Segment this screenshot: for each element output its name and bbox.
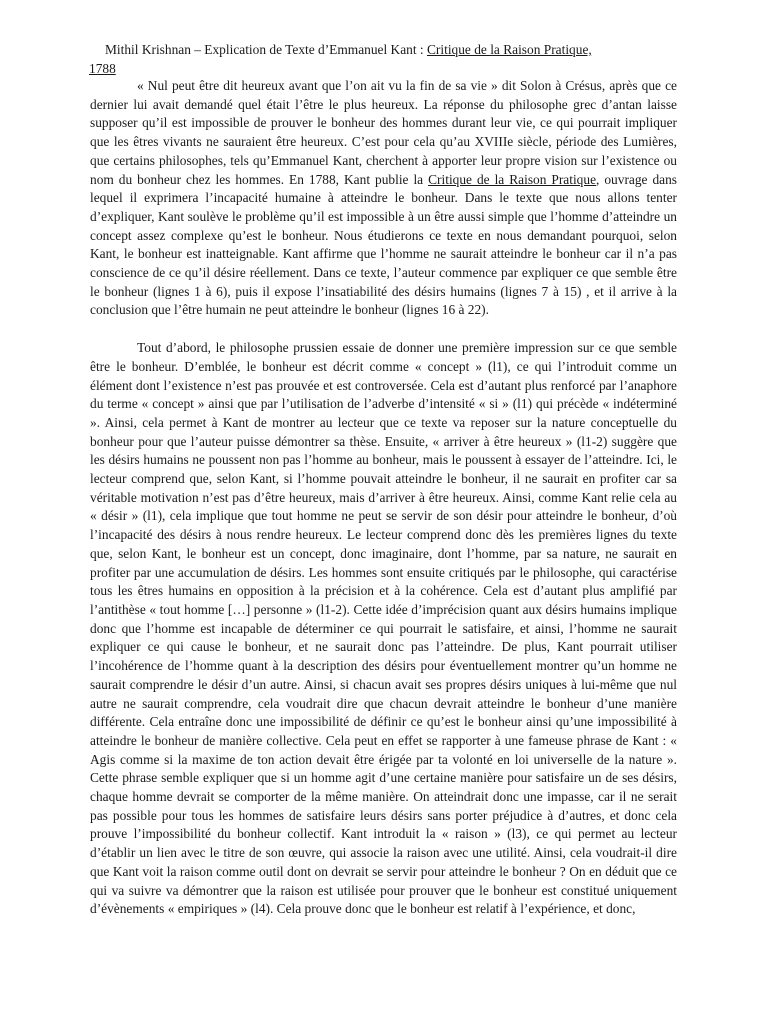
introduction-paragraph xyxy=(90,77,677,320)
header-work-title: Critique de la Raison Pratique, xyxy=(426,42,592,57)
intro-text-part1: « Nul peut être dit heureux avant que l’on ait vu la fin de sa vie » dit Solon à Crésus, après que ce dernier lui avait demandé quel était l’être le plus heureux. La réponse du philosophe grec d’antan laisse supposer qu’il est impossible de prouver le bonheur des hommes durant leur vie, ce qui pourrait impliquer que les êtres vivants ne sauraient être heureux. C’est pour cela qu’au XVIIIe siècle, période des Lumières, que certains philosophes, tels qu’Emmanuel Kant, cherchent à apporter leur propre vision sur l’existence ou nom du bonheur chez les hommes. En 1788, Kant publie la xyxy=(90,78,677,187)
document-body xyxy=(90,77,677,919)
document-header xyxy=(89,40,689,78)
analysis-paragraph: Tout d’abord, le philosophe prussien essaie de donner une première impression sur ce que semble être le bonheur. D’emblée, le bonheur est décrit comme « concept » (l1), ce qui l’introduit comme un élément dont l’existence n’est pas prouvée et est controversée. Cela est d’autant plus renforcé par l’anaphore du terme « concept » ainsi que par l’utilisation de l’adverbe d’intensité « si » (l1) qui précède « indéterminé ». Ainsi, cela permet à Kant de montrer au lecteur que ce texte va reposer sur la nature conceptuelle du bonheur pour que l’auteur puisse démontrer sa thèse. Ensuite, « arriver à être heureux » (l1-2) suggère que les désirs humains ne poussent non pas l’homme au bonheur, mais le poussent à essayer de l’atteindre. Ici, le lecteur comprend que, selon Kant, si l’homme pouvait atteindre le bonheur, il ne saurait en profiter car sa véritable motivation n’est pas d’être heureux, mais d’arriver à être heureux. Ainsi, comme Kant relie cela au « désir » (l1), cela implique que tout homme ne peut se servir de son désir pour atteindre le bonheur, d’où l’incapacité des désirs à nous rendre heureux. Le lecteur comprend donc dès les premières lignes du texte que, selon Kant, le bonheur est un concept, donc imaginaire, dont l’homme, par sa nature, ne saurait en profiter par une accumulation de désirs. Les hommes sont ensuite critiqués par le philosophe, qui caractérise tous les êtres humains en opposition à la précision et à la cohérence. Cela est d’autant plus amplifié par l’antithèse « tout homme […] personne » (l1-2). Cette idée d’imprécision quant aux désirs humains implique donc que l’homme est incapable de déterminer ce qui pourrait le satisfaire, et ainsi, l’homme ne saurait expliquer ce qui cause le bonheur, et ne saurait donc pas l’atteindre. De plus, Kant pourrait utiliser l’incohérence de l’homme quant à la description des désirs pour éventuellement montrer qu’un homme ne saurait comprendre le désir d’un autre. Ainsi, si chacun avait ses propres désirs uniques à lui-même que nul autre ne saurait comprendre, cela voudrait dire que chacun devrait atteindre le bonheur d’une manière différente. Cela entraîne donc une impossibilité de définir ce qu’est le bonheur ainsi qu’une impossibilité à atteindre le bonheur de manière collective. Cela peut en effet se rapporter à une fameuse phrase de Kant : « Agis comme si la maxime de ton action devait être érigée par ta volonté en loi universelle de la nature ». Cette phrase semble expliquer que si un homme agit d’une certaine manière pour satisfaire un de ses désirs, chaque homme devrait se comporter de la même manière. On atteindrait donc une impasse, car il ne serait pas possible pour tous les hommes de satisfaire leurs désirs sans porter préjudice à d’autres, et donc cela prouve l’impossibilité du bonheur collectif. Kant introduit la « raison » (l3), ce qui permet au lecteur d’établir un lien avec le titre de son œuvre, qui associe la raison avec une utilité. Ainsi, cela voudrait-il dire que Kant voit la raison comme outil dont on devrait se servir pour atteindre le bonheur ? On en déduit que ce qui va suivre va démontrer que la raison est utilisée pour prouver que le bonheur est constitué uniquement d’évènements « empiriques » (l4). Cela prouve donc que le bonheur est relatif à l’expérience, et donc, xyxy=(90,340,677,917)
header-year: 1788 xyxy=(89,61,116,76)
header-line xyxy=(89,40,689,59)
intro-book-title: Critique de la Raison Pratique xyxy=(428,171,597,187)
intro-text-part2: , ouvrage dans lequel il exprimera l’incapacité humaine à atteindre le bonheur. Dans le texte que nous allons tenter d’expliquer, Kant soulève le problème qu’il est impossible à un être aussi simple que l’homme d’atteindre un concept assez complexe qu’est le bonheur. Nous étudierons ce texte en nous demandant pourquoi, selon Kant, le bonheur est inatteignable. Kant affirme que l’homme ne saurait atteindre le bonheur car il n’a pas conscience de ce qu’il désire réellement. Dans ce texte, l’auteur commence par expliquer ce que semble être le bonheur (lignes 1 à 6), puis il expose l’insatiabilité des désirs humains (lignes 7 à 15) , et il arrive à la conclusion que l’être humain ne peut atteindre le bonheur (lignes 16 à 22). xyxy=(90,171,678,318)
header-author: Mithil Krishnan – Explication de Texte d’Emmanuel Kant : xyxy=(105,42,427,57)
